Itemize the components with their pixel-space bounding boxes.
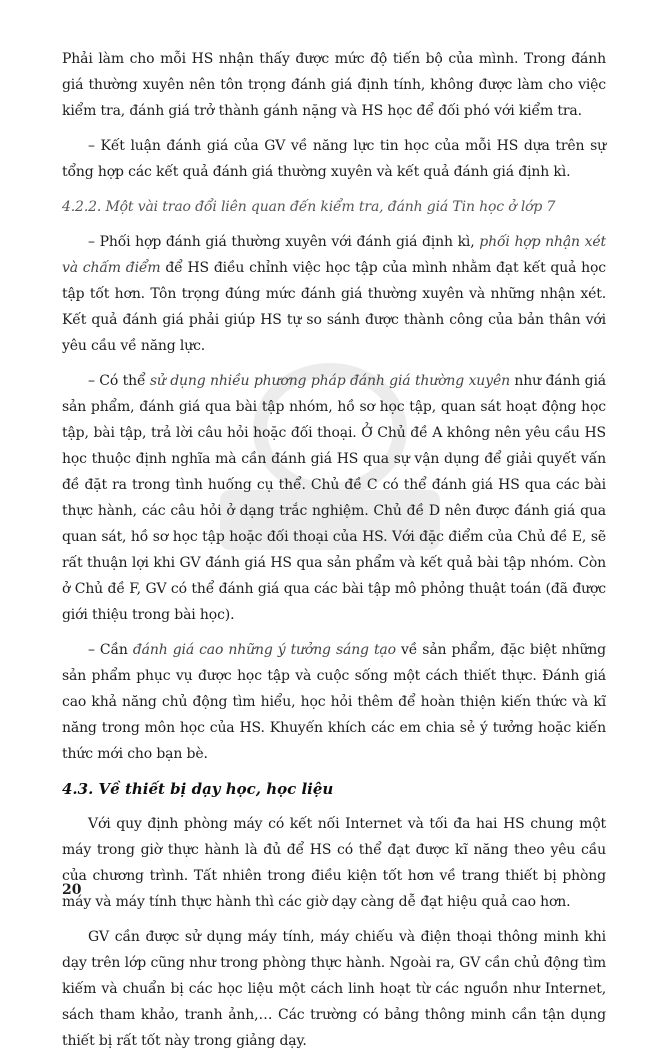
paragraph-teaching-equipment: GV cần được sử dụng máy tính, máy chiếu và điện thoại thông minh khi dạy trên lớp cũng như trong phòng thực hành. Ngoài ra, GV cần chủ động tìm kiếm và chuẩn bị các học liệu một cách linh hoạt từ các nguồn như Internet, sách tham khảo, tranh ảnh,… Các trường có bảng thông minh cần tận dụng thiết bị rất tốt này trong giảng dạy. (62, 929, 606, 1049)
paragraph-combined-assessment (62, 229, 606, 359)
text-run: – Phối hợp đánh giá thường xuyên với đánh giá định kì, (88, 234, 480, 250)
paragraph-creative-ideas (62, 637, 606, 767)
paragraph-assessment-progress: Phải làm cho mỗi HS nhận thấy được mức độ tiến bộ của mình. Trong đánh giá thường xuyên nên tôn trọng đánh giá định tính, không được làm cho việc kiểm tra, đánh giá trở thành gánh nặng và HS học để đối phó với kiểm tra. (62, 51, 606, 119)
text-run: về sản phẩm, đặc biệt những sản phẩm phục vụ được học tập và cuộc sống một cách thiết thực. Đánh giá cao khả năng chủ động tìm hiểu, học hỏi thêm để hoàn thiện kiến thức và kĩ năng trong môn học của HS. Khuyến khích các em chia sẻ ý tưởng hoặc kiến thức mới cho bạn bè. (62, 642, 606, 762)
emphasis-text: đánh giá cao những ý tưởng sáng tạo (132, 642, 396, 658)
text-run: để HS điều chỉnh việc học tập của mình nhằm đạt kết quả học tập tốt hơn. Tôn trọng đúng mức đánh giá thường xuyên và những nhận xét. Kết quả đánh giá phải giúp HS tự so sánh được thành công của bản thân với yêu cầu về năng lực. (62, 260, 606, 354)
text-run: – Cần (88, 642, 133, 658)
text-run: – Có thể (88, 373, 150, 389)
paragraph-computer-lab: Với quy định phòng máy có kết nối Internet và tối đa hai HS chung một máy trong giờ thực hành là đủ để HS có thể đạt được kĩ năng theo yêu cầu của chương trình. Tất nhiên trong điều kiện tốt hơn về trang thiết bị phòng máy và máy tính thực hành thì các giờ dạy càng dễ đạt hiệu quả cao hơn. (62, 816, 606, 910)
page-content (62, 46, 606, 1063)
paragraph-assessment-conclusion: – Kết luận đánh giá của GV về năng lực tin học của mỗi HS dựa trên sự tổng hợp các kết quả đánh giá thường xuyên và kết quả đánh giá định kì. (62, 138, 606, 180)
emphasis-text: phối hợp nhận xét và chấm điểm (62, 234, 607, 276)
page-number: 20 (62, 882, 82, 898)
text-run: như đánh giá sản phẩm, đánh giá qua bài tập nhóm, hồ sơ học tập, quan sát hoạt động học tập, bài tập, trả lời câu hỏi hoặc đối thoại. Ở Chủ đề A không nên yêu cầu HS học thuộc định nghĩa mà cần đánh giá HS qua sự vận dụng để giải quyết vấn đề đặt ra trong tình huống cụ thể. Chủ đề C có thể đánh giá HS qua các bài thực hành, các câu hỏi ở dạng trắc nghiệm. Chủ đề D nên được đánh giá qua quan sát, hồ sơ học tập hoặc đối thoại của HS. Với đặc điểm của Chủ đề E, sẽ rất thuận lợi khi GV đánh giá HS qua sản phẩm và kết quả bài tập nhóm. Còn ở Chủ đề F, GV có thể đánh giá qua các bài tập mô phỏng thuật toán (đã được giới thiệu trong bài học). (62, 373, 606, 623)
section-subheading-4-2-2: 4.2.2. Một vài trao đổi liên quan đến kiểm tra, đánh giá Tin học ở lớp 7 (62, 199, 556, 215)
paragraph-assessment-methods (62, 368, 606, 628)
emphasis-text: sử dụng nhiều phương pháp đánh giá thường xuyên (149, 373, 510, 389)
section-heading-4-3: 4.3. Về thiết bị dạy học, học liệu (62, 780, 334, 798)
